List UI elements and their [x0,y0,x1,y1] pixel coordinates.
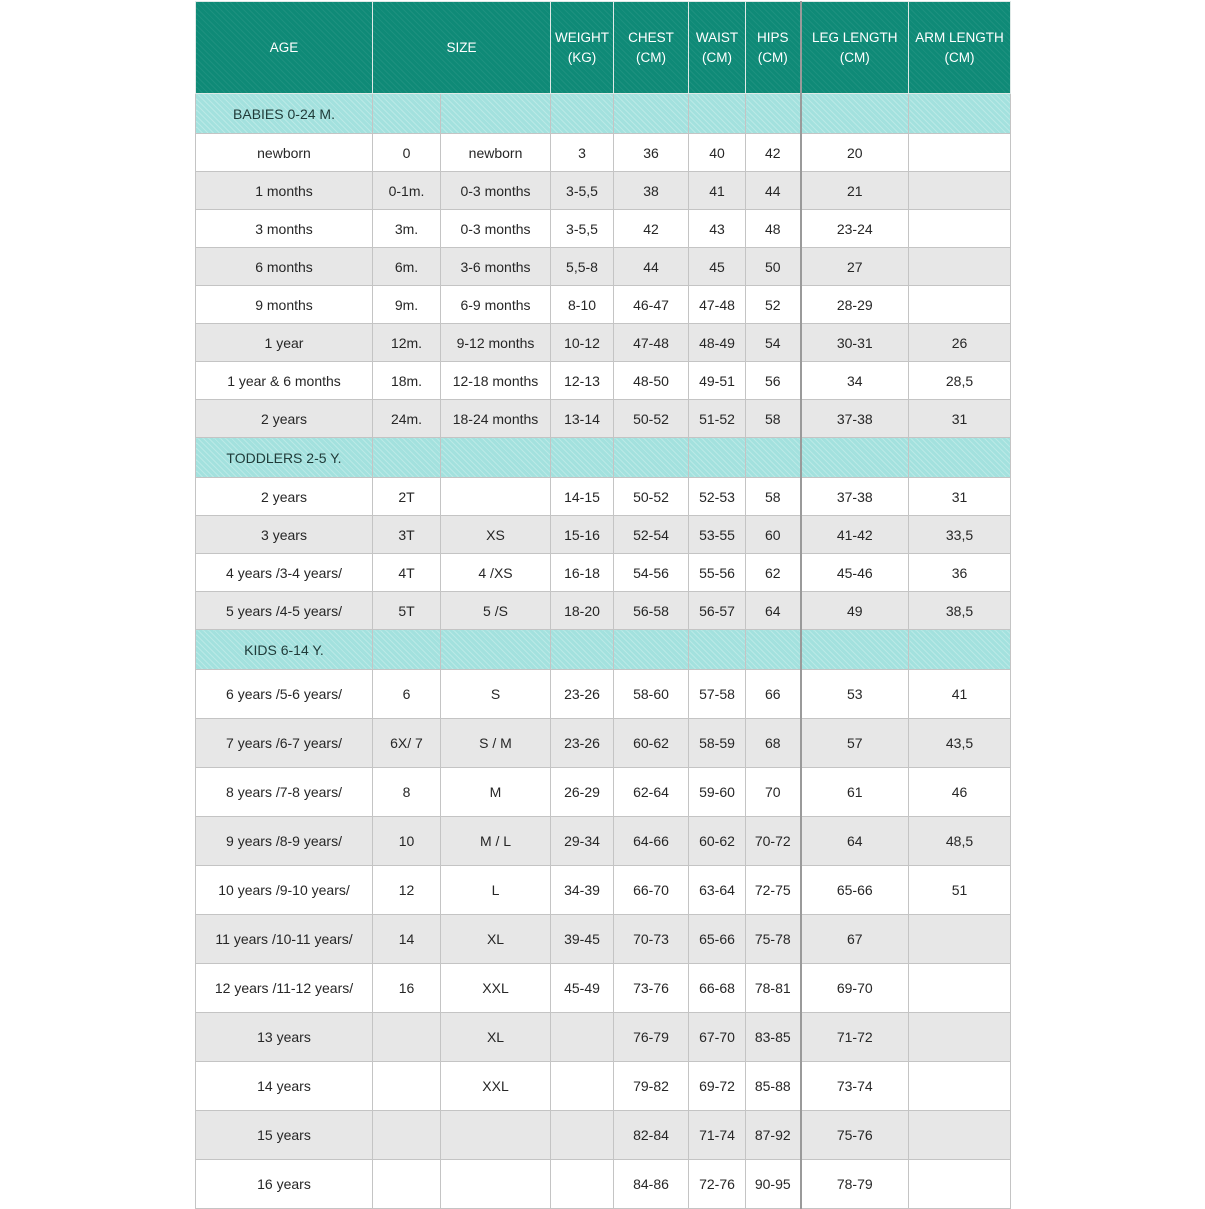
cell-chest: 76-79 [614,1013,689,1062]
cell-age: 14 years [196,1062,373,1111]
cell-size-code: 6X/ 7 [373,719,441,768]
cell-age: 3 years [196,516,373,554]
cell-size-label: XL [441,915,551,964]
cell-arm-length [909,1062,1011,1111]
cell-chest: 36 [614,134,689,172]
cell-waist: 60-62 [689,817,746,866]
cell-age: 12 years /11-12 years/ [196,964,373,1013]
section-label: BABIES 0-24 M. [196,94,373,134]
table-row [196,554,1011,592]
cell-age: 16 years [196,1160,373,1209]
cell-chest: 79-82 [614,1062,689,1111]
cell-size-code: 14 [373,915,441,964]
cell-age: 9 years /8-9 years/ [196,817,373,866]
cell-arm-length: 31 [909,478,1011,516]
header-size: SIZE [373,2,551,94]
cell-weight [551,1062,614,1111]
cell-leg-length: 73-74 [801,1062,909,1111]
cell-age: 6 years /5-6 years/ [196,670,373,719]
cell-age: 8 years /7-8 years/ [196,768,373,817]
cell-waist: 52-53 [689,478,746,516]
section-cell [746,438,801,478]
table-row [196,768,1011,817]
cell-size-code: 12m. [373,324,441,362]
cell-leg-length: 67 [801,915,909,964]
section-cell [689,630,746,670]
cell-hips: 68 [746,719,801,768]
cell-age: 11 years /10-11 years/ [196,915,373,964]
cell-size-label: newborn [441,134,551,172]
cell-waist: 45 [689,248,746,286]
header-row [196,2,1011,94]
cell-chest: 52-54 [614,516,689,554]
cell-chest: 44 [614,248,689,286]
cell-leg-length: 37-38 [801,478,909,516]
cell-size-label: S / M [441,719,551,768]
cell-weight: 5,5-8 [551,248,614,286]
cell-age: 10 years /9-10 years/ [196,866,373,915]
cell-waist: 72-76 [689,1160,746,1209]
section-cell [441,438,551,478]
cell-hips: 54 [746,324,801,362]
cell-size-code: 5T [373,592,441,630]
cell-weight: 15-16 [551,516,614,554]
cell-size-label: 12-18 months [441,362,551,400]
cell-age: 6 months [196,248,373,286]
cell-waist: 57-58 [689,670,746,719]
cell-leg-length: 75-76 [801,1111,909,1160]
table-row [196,1111,1011,1160]
cell-leg-length: 53 [801,670,909,719]
cell-arm-length: 26 [909,324,1011,362]
cell-arm-length: 33,5 [909,516,1011,554]
cell-size-code: 6m. [373,248,441,286]
cell-arm-length [909,1013,1011,1062]
cell-arm-length: 51 [909,866,1011,915]
header-hips-label: HIPS (CM) [757,29,789,65]
header-hips [746,2,801,94]
cell-hips: 70 [746,768,801,817]
cell-weight: 23-26 [551,670,614,719]
cell-chest: 66-70 [614,866,689,915]
section-cell [373,630,441,670]
cell-age: 1 months [196,172,373,210]
cell-waist: 41 [689,172,746,210]
cell-waist: 65-66 [689,915,746,964]
section-cell [801,94,909,134]
section-cell [373,94,441,134]
header-weight-label: WEIGHT (KG) [555,29,610,65]
cell-arm-length: 28,5 [909,362,1011,400]
cell-waist: 63-64 [689,866,746,915]
cell-weight: 18-20 [551,592,614,630]
cell-age: 5 years /4-5 years/ [196,592,373,630]
header-age: AGE [196,2,373,94]
cell-waist: 43 [689,210,746,248]
cell-weight: 3-5,5 [551,172,614,210]
section-cell [441,94,551,134]
header-weight [551,2,614,94]
cell-weight: 45-49 [551,964,614,1013]
cell-arm-length [909,248,1011,286]
cell-size-label: L [441,866,551,915]
cell-size-label [441,1160,551,1209]
cell-weight: 16-18 [551,554,614,592]
cell-size-label: 6-9 months [441,286,551,324]
cell-size-code: 6 [373,670,441,719]
cell-arm-length: 41 [909,670,1011,719]
cell-weight: 10-12 [551,324,614,362]
cell-leg-length: 34 [801,362,909,400]
cell-size-code: 3T [373,516,441,554]
cell-chest: 50-52 [614,478,689,516]
cell-hips: 60 [746,516,801,554]
cell-weight: 3 [551,134,614,172]
header-leg-length-label: LEG LENGTH (CM) [812,29,898,65]
cell-chest: 38 [614,172,689,210]
cell-hips: 90-95 [746,1160,801,1209]
table-row [196,516,1011,554]
cell-leg-length: 57 [801,719,909,768]
table-row [196,964,1011,1013]
cell-weight: 8-10 [551,286,614,324]
cell-leg-length: 28-29 [801,286,909,324]
cell-size-code: 16 [373,964,441,1013]
table-row [196,1013,1011,1062]
cell-age: 13 years [196,1013,373,1062]
cell-size-code: 3m. [373,210,441,248]
table-row [196,210,1011,248]
cell-hips: 66 [746,670,801,719]
cell-age: newborn [196,134,373,172]
cell-waist: 67-70 [689,1013,746,1062]
table-row [196,670,1011,719]
cell-leg-length: 69-70 [801,964,909,1013]
cell-age: 1 year [196,324,373,362]
cell-leg-length: 71-72 [801,1013,909,1062]
section-cell [551,630,614,670]
cell-size-label: 18-24 months [441,400,551,438]
size-chart-table [195,1,1011,1209]
cell-size-label: M / L [441,817,551,866]
cell-hips: 64 [746,592,801,630]
cell-size-label: S [441,670,551,719]
section-cell [441,630,551,670]
section-cell [551,94,614,134]
cell-size-label: XXL [441,964,551,1013]
header-leg-length [801,2,909,94]
section-cell [801,630,909,670]
section-cell [746,630,801,670]
cell-age: 15 years [196,1111,373,1160]
cell-leg-length: 64 [801,817,909,866]
header-arm-length-label: ARM LENGTH (CM) [915,29,1004,65]
cell-size-code: 2T [373,478,441,516]
cell-waist: 71-74 [689,1111,746,1160]
cell-chest: 56-58 [614,592,689,630]
cell-hips: 42 [746,134,801,172]
section-cell [746,94,801,134]
cell-hips: 62 [746,554,801,592]
section-row [196,630,1011,670]
cell-arm-length [909,964,1011,1013]
cell-weight: 12-13 [551,362,614,400]
cell-size-label: 5 /S [441,592,551,630]
cell-arm-length [909,1111,1011,1160]
cell-chest: 47-48 [614,324,689,362]
table-row [196,324,1011,362]
cell-hips: 78-81 [746,964,801,1013]
cell-size-label: XL [441,1013,551,1062]
table-row [196,478,1011,516]
cell-chest: 64-66 [614,817,689,866]
cell-hips: 56 [746,362,801,400]
cell-size-code: 0-1m. [373,172,441,210]
cell-size-code: 12 [373,866,441,915]
cell-leg-length: 23-24 [801,210,909,248]
cell-hips: 50 [746,248,801,286]
cell-leg-length: 49 [801,592,909,630]
table-row [196,1062,1011,1111]
cell-weight [551,1160,614,1209]
cell-chest: 50-52 [614,400,689,438]
cell-chest: 46-47 [614,286,689,324]
table-row [196,915,1011,964]
cell-hips: 44 [746,172,801,210]
cell-chest: 82-84 [614,1111,689,1160]
cell-waist: 66-68 [689,964,746,1013]
section-cell [614,438,689,478]
section-cell [801,438,909,478]
cell-hips: 87-92 [746,1111,801,1160]
cell-leg-length: 65-66 [801,866,909,915]
cell-age: 3 months [196,210,373,248]
cell-waist: 59-60 [689,768,746,817]
cell-leg-length: 61 [801,768,909,817]
section-cell [909,438,1011,478]
cell-weight: 29-34 [551,817,614,866]
cell-waist: 51-52 [689,400,746,438]
cell-leg-length: 45-46 [801,554,909,592]
cell-chest: 62-64 [614,768,689,817]
cell-arm-length [909,134,1011,172]
section-cell [551,438,614,478]
cell-chest: 84-86 [614,1160,689,1209]
section-cell [909,94,1011,134]
cell-waist: 69-72 [689,1062,746,1111]
cell-leg-length: 30-31 [801,324,909,362]
cell-arm-length [909,210,1011,248]
cell-waist: 58-59 [689,719,746,768]
header-waist [689,2,746,94]
cell-size-label: 0-3 months [441,210,551,248]
cell-size-label: M [441,768,551,817]
table-row [196,719,1011,768]
cell-size-code [373,1111,441,1160]
cell-size-code: 8 [373,768,441,817]
table-row [196,286,1011,324]
cell-weight [551,1111,614,1160]
cell-waist: 56-57 [689,592,746,630]
cell-size-label: XS [441,516,551,554]
cell-waist: 40 [689,134,746,172]
cell-arm-length: 48,5 [909,817,1011,866]
cell-size-label [441,478,551,516]
cell-waist: 47-48 [689,286,746,324]
section-label: TODDLERS 2-5 Y. [196,438,373,478]
cell-hips: 58 [746,400,801,438]
cell-size-label: 9-12 months [441,324,551,362]
cell-hips: 48 [746,210,801,248]
cell-leg-length: 37-38 [801,400,909,438]
cell-age: 7 years /6-7 years/ [196,719,373,768]
cell-size-label: 0-3 months [441,172,551,210]
section-row [196,438,1011,478]
cell-size-code: 9m. [373,286,441,324]
cell-size-code [373,1160,441,1209]
table-row [196,400,1011,438]
cell-weight: 23-26 [551,719,614,768]
cell-size-code: 18m. [373,362,441,400]
cell-size-code: 10 [373,817,441,866]
cell-size-code: 0 [373,134,441,172]
section-row [196,94,1011,134]
cell-arm-length [909,172,1011,210]
cell-chest: 54-56 [614,554,689,592]
cell-size-code: 24m. [373,400,441,438]
section-cell [689,94,746,134]
cell-age: 4 years /3-4 years/ [196,554,373,592]
cell-size-label [441,1111,551,1160]
cell-age: 2 years [196,400,373,438]
cell-chest: 70-73 [614,915,689,964]
cell-size-code [373,1013,441,1062]
cell-hips: 85-88 [746,1062,801,1111]
cell-chest: 42 [614,210,689,248]
cell-leg-length: 21 [801,172,909,210]
cell-waist: 53-55 [689,516,746,554]
table-row [196,866,1011,915]
cell-weight: 34-39 [551,866,614,915]
cell-leg-length: 27 [801,248,909,286]
table-row [196,134,1011,172]
cell-chest: 60-62 [614,719,689,768]
section-cell [614,630,689,670]
cell-arm-length: 38,5 [909,592,1011,630]
table-row [196,172,1011,210]
section-cell [373,438,441,478]
header-waist-label: WAIST (CM) [695,29,739,65]
cell-waist: 49-51 [689,362,746,400]
cell-size-code [373,1062,441,1111]
section-cell [614,94,689,134]
cell-leg-length: 41-42 [801,516,909,554]
cell-hips: 58 [746,478,801,516]
cell-arm-length: 36 [909,554,1011,592]
cell-weight: 13-14 [551,400,614,438]
cell-size-label: XXL [441,1062,551,1111]
cell-hips: 75-78 [746,915,801,964]
cell-weight: 14-15 [551,478,614,516]
cell-hips: 72-75 [746,866,801,915]
cell-arm-length: 31 [909,400,1011,438]
section-cell [689,438,746,478]
cell-arm-length: 43,5 [909,719,1011,768]
cell-age: 1 year & 6 months [196,362,373,400]
cell-age: 9 months [196,286,373,324]
cell-arm-length [909,286,1011,324]
section-cell [909,630,1011,670]
table-row [196,817,1011,866]
cell-age: 2 years [196,478,373,516]
cell-hips: 70-72 [746,817,801,866]
header-chest-label: CHEST (CM) [628,29,674,65]
table-row [196,1160,1011,1209]
table-row [196,362,1011,400]
cell-size-label: 4 /XS [441,554,551,592]
cell-leg-length: 20 [801,134,909,172]
cell-weight [551,1013,614,1062]
cell-chest: 48-50 [614,362,689,400]
header-arm-length [909,2,1011,94]
cell-weight: 3-5,5 [551,210,614,248]
cell-waist: 48-49 [689,324,746,362]
section-label: KIDS 6-14 Y. [196,630,373,670]
cell-size-label: 3-6 months [441,248,551,286]
cell-chest: 73-76 [614,964,689,1013]
cell-hips: 52 [746,286,801,324]
cell-weight: 26-29 [551,768,614,817]
cell-weight: 39-45 [551,915,614,964]
cell-size-code: 4T [373,554,441,592]
cell-arm-length [909,915,1011,964]
header-chest [614,2,689,94]
table-row [196,592,1011,630]
cell-arm-length [909,1160,1011,1209]
table-body [196,94,1011,1209]
cell-waist: 55-56 [689,554,746,592]
table-row [196,248,1011,286]
cell-hips: 83-85 [746,1013,801,1062]
cell-chest: 58-60 [614,670,689,719]
cell-arm-length: 46 [909,768,1011,817]
cell-leg-length: 78-79 [801,1160,909,1209]
